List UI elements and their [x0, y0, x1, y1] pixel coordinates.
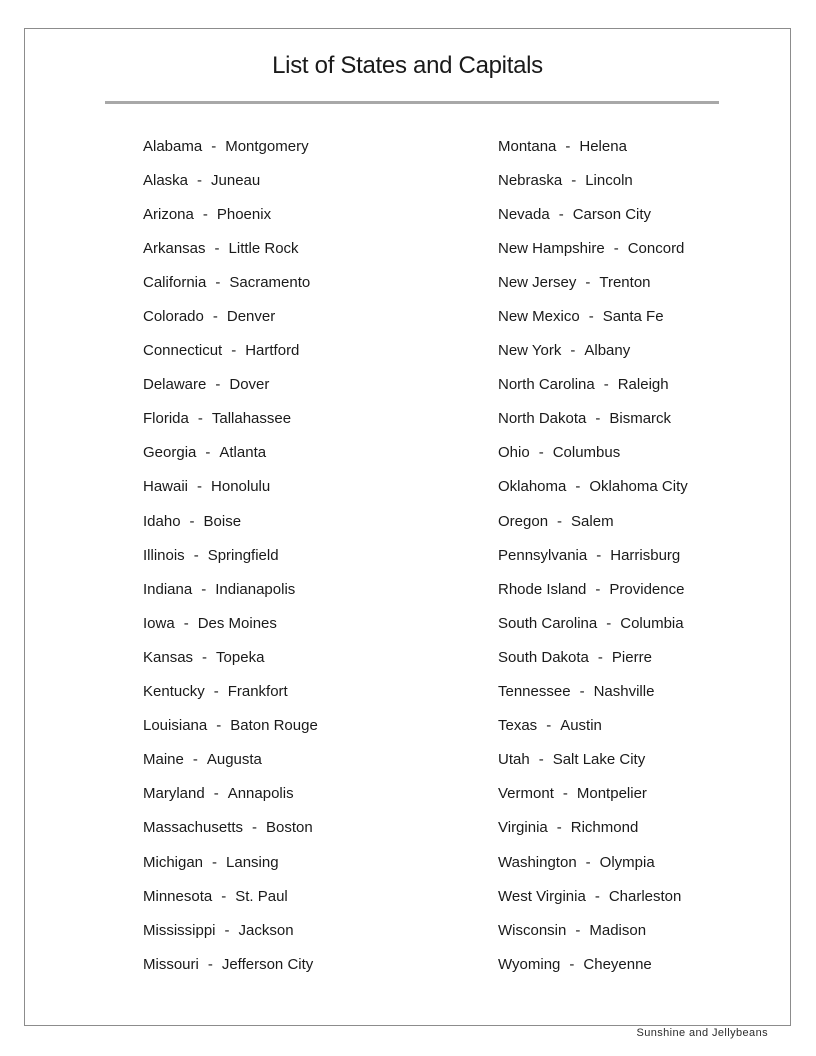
state-name: Mississippi: [143, 921, 216, 939]
capital-name: Carson City: [572, 205, 652, 223]
separator-dash: -: [202, 648, 208, 666]
state-name: Delaware: [143, 376, 207, 394]
separator-dash: -: [212, 853, 218, 871]
list-item: [498, 879, 798, 913]
list-item: [143, 709, 483, 743]
capital-name: Lincoln: [585, 171, 633, 189]
capital-name: Richmond: [570, 819, 639, 837]
state-name: Connecticut: [143, 342, 223, 360]
state-name: Wyoming: [498, 955, 561, 973]
capital-name: Madison: [589, 921, 647, 939]
list-item: [498, 163, 798, 197]
separator-dash: -: [538, 444, 544, 462]
separator-dash: -: [565, 137, 571, 155]
state-name: Alaska: [143, 171, 189, 189]
list-item: [498, 606, 798, 640]
separator-dash: -: [215, 273, 221, 291]
separator-dash: -: [216, 717, 222, 735]
separator-dash: -: [189, 512, 195, 530]
state-name: South Carolina: [498, 614, 598, 632]
capital-name: Olympia: [599, 853, 655, 871]
list-item: [498, 777, 798, 811]
capital-name: Boston: [266, 819, 313, 837]
list-item: [143, 913, 483, 947]
list-item: [143, 811, 483, 845]
state-name: North Carolina: [498, 376, 595, 394]
list-item: [143, 163, 483, 197]
separator-dash: -: [192, 751, 198, 769]
state-name: Pennsylvania: [498, 546, 588, 564]
state-name: Idaho: [143, 512, 181, 530]
capital-name: Phoenix: [216, 205, 272, 223]
state-name: Rhode Island: [498, 580, 587, 598]
capital-name: Jackson: [238, 921, 294, 939]
state-name: Hawaii: [143, 478, 189, 496]
separator-dash: -: [588, 308, 594, 326]
list-item: [143, 845, 483, 879]
state-name: Indiana: [143, 580, 193, 598]
capital-name: Oklahoma City: [589, 478, 688, 496]
separator-dash: -: [197, 478, 203, 496]
capital-name: Columbus: [552, 444, 621, 462]
list-item: [498, 947, 798, 981]
separator-dash: -: [579, 683, 585, 701]
list-item: [498, 197, 798, 231]
capital-name: Lansing: [226, 853, 279, 871]
list-item: [498, 913, 798, 947]
list-item: [143, 129, 483, 163]
state-name: Minnesota: [143, 887, 213, 905]
capital-name: Juneau: [211, 171, 261, 189]
list-item: [498, 129, 798, 163]
state-name: Virginia: [498, 819, 548, 837]
separator-dash: -: [183, 614, 189, 632]
capital-name: Bismarck: [609, 410, 672, 428]
state-name: Iowa: [143, 614, 175, 632]
separator-dash: -: [193, 546, 199, 564]
separator-dash: -: [570, 342, 576, 360]
state-name: Nebraska: [498, 171, 563, 189]
separator-dash: -: [231, 342, 237, 360]
list-item: [498, 299, 798, 333]
separator-dash: -: [201, 580, 207, 598]
list-item: [143, 334, 483, 368]
capital-name: Honolulu: [211, 478, 271, 496]
separator-dash: -: [597, 648, 603, 666]
capital-name: Montgomery: [225, 137, 309, 155]
state-name: Tennessee: [498, 683, 571, 701]
capital-name: Springfield: [207, 546, 279, 564]
list-item: [143, 777, 483, 811]
state-name: Maryland: [143, 785, 205, 803]
list-item: [498, 402, 798, 436]
separator-dash: -: [538, 751, 544, 769]
list-item: [143, 436, 483, 470]
separator-dash: -: [224, 921, 230, 939]
state-name: Florida: [143, 410, 189, 428]
list-item: [143, 743, 483, 777]
title-underline-rule: [105, 101, 719, 104]
state-name: New Mexico: [498, 308, 580, 326]
state-name: South Dakota: [498, 648, 589, 666]
separator-dash: -: [197, 410, 203, 428]
list-item: [498, 675, 798, 709]
state-name: West Virginia: [498, 887, 586, 905]
separator-dash: -: [546, 717, 552, 735]
separator-dash: -: [595, 410, 601, 428]
capital-name: Columbia: [620, 614, 684, 632]
list-item: [498, 743, 798, 777]
list-column-left: [143, 129, 483, 981]
capital-name: Cheyenne: [583, 955, 652, 973]
separator-dash: -: [215, 376, 221, 394]
separator-dash: -: [556, 819, 562, 837]
separator-dash: -: [603, 376, 609, 394]
state-name: Oregon: [498, 512, 549, 530]
page-title: List of States and Capitals: [272, 52, 543, 79]
separator-dash: -: [571, 171, 577, 189]
state-name: Texas: [498, 717, 538, 735]
capital-name: Santa Fe: [602, 308, 664, 326]
list-item: [498, 265, 798, 299]
separator-dash: -: [205, 444, 211, 462]
state-name: Kentucky: [143, 683, 205, 701]
state-name: Maine: [143, 751, 184, 769]
separator-dash: -: [207, 955, 213, 973]
capital-name: Jefferson City: [221, 955, 314, 973]
separator-dash: -: [213, 683, 219, 701]
capital-name: Trenton: [599, 273, 651, 291]
state-name: Georgia: [143, 444, 197, 462]
list-item: [143, 879, 483, 913]
separator-dash: -: [202, 205, 208, 223]
capital-name: Boise: [203, 512, 242, 530]
separator-dash: -: [596, 546, 602, 564]
list-item: [498, 640, 798, 674]
capital-name: Concord: [627, 239, 685, 257]
capital-name: Harrisburg: [610, 546, 681, 564]
capital-name: Albany: [584, 342, 631, 360]
separator-dash: -: [575, 478, 581, 496]
state-name: Alabama: [143, 137, 203, 155]
capital-name: Dover: [229, 376, 270, 394]
capital-name: Augusta: [206, 751, 262, 769]
capital-name: Raleigh: [617, 376, 669, 394]
capital-name: Charleston: [608, 887, 682, 905]
state-name: California: [143, 273, 207, 291]
list-item: [143, 538, 483, 572]
state-name: Wisconsin: [498, 921, 567, 939]
capital-name: Tallahassee: [211, 410, 292, 428]
list-item: [498, 538, 798, 572]
state-name: Oklahoma: [498, 478, 567, 496]
list-item: [143, 231, 483, 265]
state-name: Colorado: [143, 308, 204, 326]
capital-name: Helena: [579, 137, 627, 155]
list-item: [498, 572, 798, 606]
list-item: [143, 947, 483, 981]
capital-name: Frankfort: [227, 683, 288, 701]
separator-dash: -: [252, 819, 258, 837]
list-column-right: [498, 129, 798, 981]
state-name: Illinois: [143, 546, 185, 564]
state-name: Washington: [498, 853, 577, 871]
capital-name: Topeka: [216, 648, 265, 666]
separator-dash: -: [585, 853, 591, 871]
capital-name: Baton Rouge: [230, 717, 318, 735]
capital-name: Salem: [571, 512, 614, 530]
state-name: Arkansas: [143, 239, 206, 257]
list-item: [143, 504, 483, 538]
separator-dash: -: [606, 614, 612, 632]
list-item: [498, 334, 798, 368]
capital-name: Pierre: [611, 648, 652, 666]
capital-name: Denver: [226, 308, 276, 326]
separator-dash: -: [221, 887, 227, 905]
state-name: New Hampshire: [498, 239, 605, 257]
list-item: [143, 265, 483, 299]
list-item: [143, 572, 483, 606]
separator-dash: -: [558, 205, 564, 223]
separator-dash: -: [595, 580, 601, 598]
capital-name: Hartford: [245, 342, 300, 360]
separator-dash: -: [557, 512, 563, 530]
list-item: [143, 402, 483, 436]
separator-dash: -: [211, 137, 217, 155]
state-name: Vermont: [498, 785, 554, 803]
state-name: Nevada: [498, 205, 550, 223]
state-name: Michigan: [143, 853, 204, 871]
state-name: Arizona: [143, 205, 194, 223]
separator-dash: -: [569, 955, 575, 973]
capital-name: Nashville: [593, 683, 655, 701]
list-item: [498, 470, 798, 504]
state-name: Ohio: [498, 444, 530, 462]
list-item: [143, 368, 483, 402]
state-name: Montana: [498, 137, 557, 155]
state-name: North Dakota: [498, 410, 587, 428]
capital-name: Indianapolis: [215, 580, 296, 598]
state-name: New York: [498, 342, 562, 360]
list-item: [143, 197, 483, 231]
list-item: [143, 640, 483, 674]
footer-credit: Sunshine and Jellybeans: [636, 1027, 768, 1039]
capital-name: Salt Lake City: [552, 751, 646, 769]
capital-name: St. Paul: [235, 887, 288, 905]
list-item: [498, 368, 798, 402]
separator-dash: -: [575, 921, 581, 939]
state-name: Kansas: [143, 648, 194, 666]
list-item: [498, 709, 798, 743]
capital-name: Little Rock: [228, 239, 299, 257]
separator-dash: -: [197, 171, 203, 189]
list-item: [143, 470, 483, 504]
capital-name: Providence: [609, 580, 685, 598]
separator-dash: -: [585, 273, 591, 291]
capital-name: Montpelier: [576, 785, 647, 803]
capital-name: Annapolis: [227, 785, 294, 803]
state-name: New Jersey: [498, 273, 577, 291]
separator-dash: -: [594, 887, 600, 905]
list-item: [143, 675, 483, 709]
list-item: [498, 811, 798, 845]
state-name: Missouri: [143, 955, 199, 973]
separator-dash: -: [214, 239, 220, 257]
separator-dash: -: [212, 308, 218, 326]
separator-dash: -: [213, 785, 219, 803]
capital-name: Atlanta: [219, 444, 267, 462]
list-item: [143, 299, 483, 333]
capital-name: Des Moines: [197, 614, 277, 632]
state-name: Louisiana: [143, 717, 208, 735]
list-item: [498, 845, 798, 879]
list-item: [498, 504, 798, 538]
list-item: [143, 606, 483, 640]
state-name: Massachusetts: [143, 819, 244, 837]
list-item: [498, 231, 798, 265]
separator-dash: -: [562, 785, 568, 803]
capital-name: Austin: [560, 717, 602, 735]
state-name: Utah: [498, 751, 530, 769]
separator-dash: -: [613, 239, 619, 257]
capital-name: Sacramento: [229, 273, 311, 291]
list-item: [498, 436, 798, 470]
